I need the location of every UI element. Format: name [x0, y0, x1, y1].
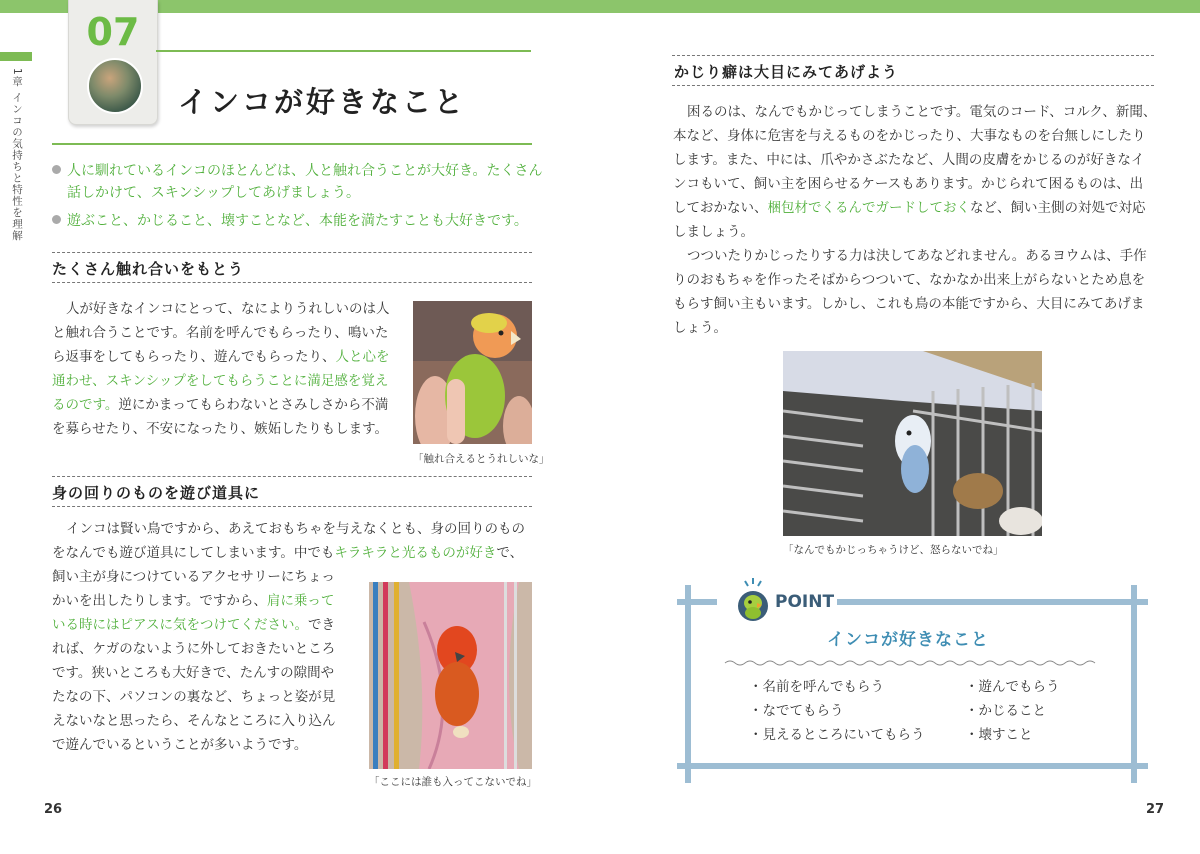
photo-lovebird-finger	[413, 301, 532, 444]
photo-bird-hammock	[369, 582, 532, 769]
chapter-label: 1章 インコの気持ちと特性を理解	[11, 68, 23, 242]
title-rule-top	[156, 50, 531, 52]
divider	[52, 476, 532, 477]
point-box	[677, 585, 1148, 783]
point-title: インコが好きなこと	[827, 630, 989, 650]
section-3-body: 困るのは、なんでもかじってしまうことです。電気のコード、コルク、新聞、 本など、身体に危害を与えるものをかじったり、大事なものを台無しにしたり します。また、中には、爪やかさぶたなど、人間の皮膚をかじるのが好きなイ ンコもいて、飼い主を困らせるケースもあります。かじられて困るものは、出 しておかない、梱包材でくるんでガードしておくなど、飼い主側の対処で対応 しましょう。 つついたりかじったりする力は決してあなどれません。あるヨウムは、手作 りのおもちゃを作ったそばからつついて、なかなか出来上がらないとため息を もらす飼い主もいます。しかし、これも鳥の本能ですから、大目にみてあげま しょう。	[673, 104, 1157, 336]
section-heading-3: かじり癖は大目にみてあげよう	[674, 63, 899, 81]
bullet-2: 遊ぶこと、かじること、壊すことなど、本能を満たすことも大好きです。	[52, 210, 528, 232]
section-2-body-b: 飼い主が身につけているアクセサリーにちょっ かいを出したりします。ですから、肩に乗って いる時にはピアスに気をつけてください。でき れば、ケガのないように外しておきたいところ です。狭いところも大好きで、たんすの隙間や たなの下、パソコンの裏など、ちょっと姿が見 えないなと思ったら、そんなところに入り込ん で遊んでいるということが多いようです。	[52, 569, 336, 753]
point-item: ・壊すこと	[965, 727, 1033, 743]
parrot-point-icon	[735, 575, 771, 623]
point-item: ・名前を呼んでもらう	[749, 679, 884, 695]
photo-caption-2: 「ここには誰も入ってこないでね」	[369, 776, 537, 788]
photo-bird-cage	[783, 351, 1042, 536]
point-item: ・なでてもらう	[749, 703, 844, 719]
photo-caption-3: 「なんでもかじっちゃうけど、怒らないでね」	[783, 544, 1004, 556]
page-number-right: 27	[1146, 802, 1165, 817]
section-2-body-a: インコは賢い鳥ですから、あえておもちゃを与えなくとも、身の回りのもの をなんでも遊び道具にしてしまいます。中でもキラキラと光るものが好きで、	[52, 521, 525, 561]
section-badge	[68, 0, 158, 125]
bullet-dot	[52, 165, 61, 174]
chapter-side-tab	[0, 52, 32, 61]
divider	[672, 55, 1154, 56]
parrot-avatar-icon	[87, 58, 143, 114]
page-number-left: 26	[44, 802, 63, 817]
section-1-body: 人が好きなインコにとって、なによりうれしいのは人 と触れ合うことです。名前を呼んでもらったり、鳴いた ら返事をしてもらったり、遊んでもらったり、人と心を 通わせ、スキンシップをしてもらうことに満足感を覚え るのです。逆にかまってもらわないとさみしさから不満 を募らせたり、不安になったり、嫉妬したりもします。	[52, 301, 390, 437]
divider	[52, 252, 532, 253]
point-label: POINT	[775, 592, 835, 612]
section-number: 07	[86, 10, 140, 54]
divider	[672, 85, 1154, 86]
title-rule-bottom	[52, 143, 532, 145]
photo-caption-1: 「触れ合えるとうれしいな」	[413, 453, 550, 465]
top-color-bar	[0, 0, 1200, 13]
point-item: ・遊んでもらう	[965, 679, 1060, 695]
point-item: ・見えるところにいてもらう	[749, 727, 925, 743]
point-item: ・かじること	[965, 703, 1046, 719]
bullet-1: 人に馴れているインコのほとんどは、人と触れ合うことが大好き。たくさん	[52, 160, 542, 182]
bullet-1-cont: 話しかけて、スキンシップしてあげましょう。	[67, 185, 360, 201]
bullet-dot	[52, 215, 61, 224]
page-title: インコが好きなこと	[178, 85, 467, 119]
divider	[52, 506, 532, 507]
divider	[52, 282, 532, 283]
section-heading-2: 身の回りのものを遊び道具に	[52, 484, 261, 502]
section-heading-1: たくさん触れ合いをもとう	[52, 260, 245, 278]
